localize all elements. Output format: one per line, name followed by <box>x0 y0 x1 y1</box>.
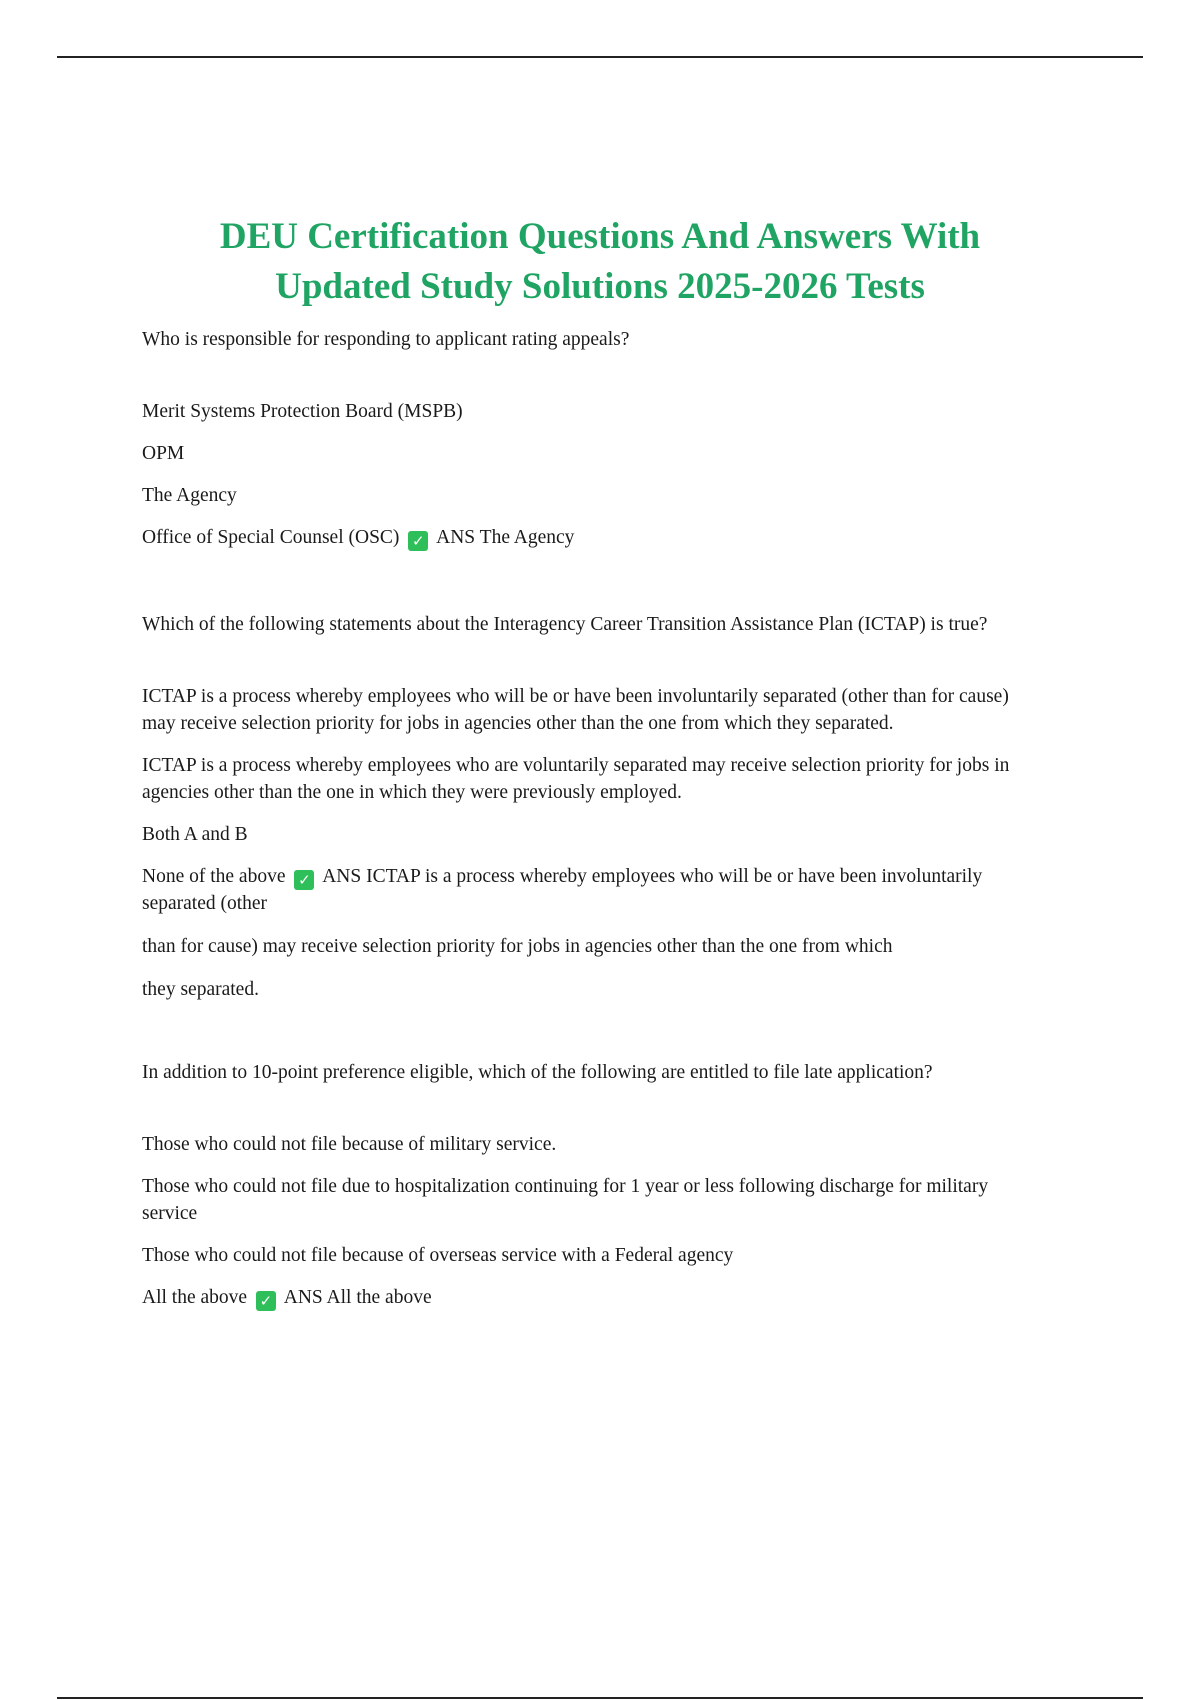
question-block-1 <box>142 326 1047 551</box>
checkmark-icon: ✓ <box>294 870 314 890</box>
options-list <box>142 1131 1047 1311</box>
option-item: Those who could not file due to hospitalization continuing for 1 year or less following discharge for military service <box>142 1176 989 1224</box>
answer-continuation: they separated. <box>142 979 259 1000</box>
bottom-rule <box>57 1697 1143 1699</box>
top-rule <box>57 56 1143 58</box>
question-block-2 <box>142 611 1047 1003</box>
option-item-with-answer <box>142 863 1047 917</box>
option-text: Office of Special Counsel (OSC) <box>142 527 400 548</box>
checkmark-icon: ✓ <box>256 1291 276 1311</box>
question-text: In addition to 10-point preference eligible, which of the following are entitled to file late application? <box>142 1062 933 1083</box>
answer-continuation: than for cause) may receive selection priority for jobs in agencies other than the one from which <box>142 936 893 957</box>
answer-text: ANS The Agency <box>436 527 575 548</box>
option-item-with-answer <box>142 1284 1047 1311</box>
question-text: Who is responsible for responding to applicant rating appeals? <box>142 329 630 350</box>
option-text: None of the above <box>142 866 286 887</box>
option-text: All the above <box>142 1287 248 1308</box>
option-item-with-answer <box>142 524 1047 551</box>
checkmark-icon: ✓ <box>408 531 428 551</box>
option-item: Those who could not file because of military service. <box>142 1134 557 1155</box>
question-text: Which of the following statements about the Interagency Career Transition Assistance Plan (ICTAP) is true? <box>142 614 988 635</box>
options-list <box>142 683 1047 917</box>
question-block-3 <box>142 1059 1047 1311</box>
option-item: Both A and B <box>142 824 248 845</box>
option-item: OPM <box>142 443 185 464</box>
option-item: Merit Systems Protection Board (MSPB) <box>142 401 463 422</box>
options-list <box>142 398 1047 551</box>
option-item: ICTAP is a process whereby employees who will be or have been involuntarily separated (other than for cause) may receive selection priority for jobs in agencies other than the one from which they separated. <box>142 686 1009 734</box>
answer-text: ANS ICTAP is a process whereby employees who will be or have been involuntarily separated (other <box>142 866 983 914</box>
option-item: Those who could not file because of overseas service with a Federal agency <box>142 1245 734 1266</box>
document-title: DEU Certification Questions And Answers With Updated Study Solutions 2025-2026 Tests <box>219 216 981 307</box>
option-item: The Agency <box>142 485 237 506</box>
option-item: ICTAP is a process whereby employees who are voluntarily separated may receive selection priority for jobs in agencies other than the one in which they were previously employed. <box>142 755 1010 803</box>
answer-text: ANS All the above <box>283 1287 432 1308</box>
questions-content <box>142 326 1047 1371</box>
